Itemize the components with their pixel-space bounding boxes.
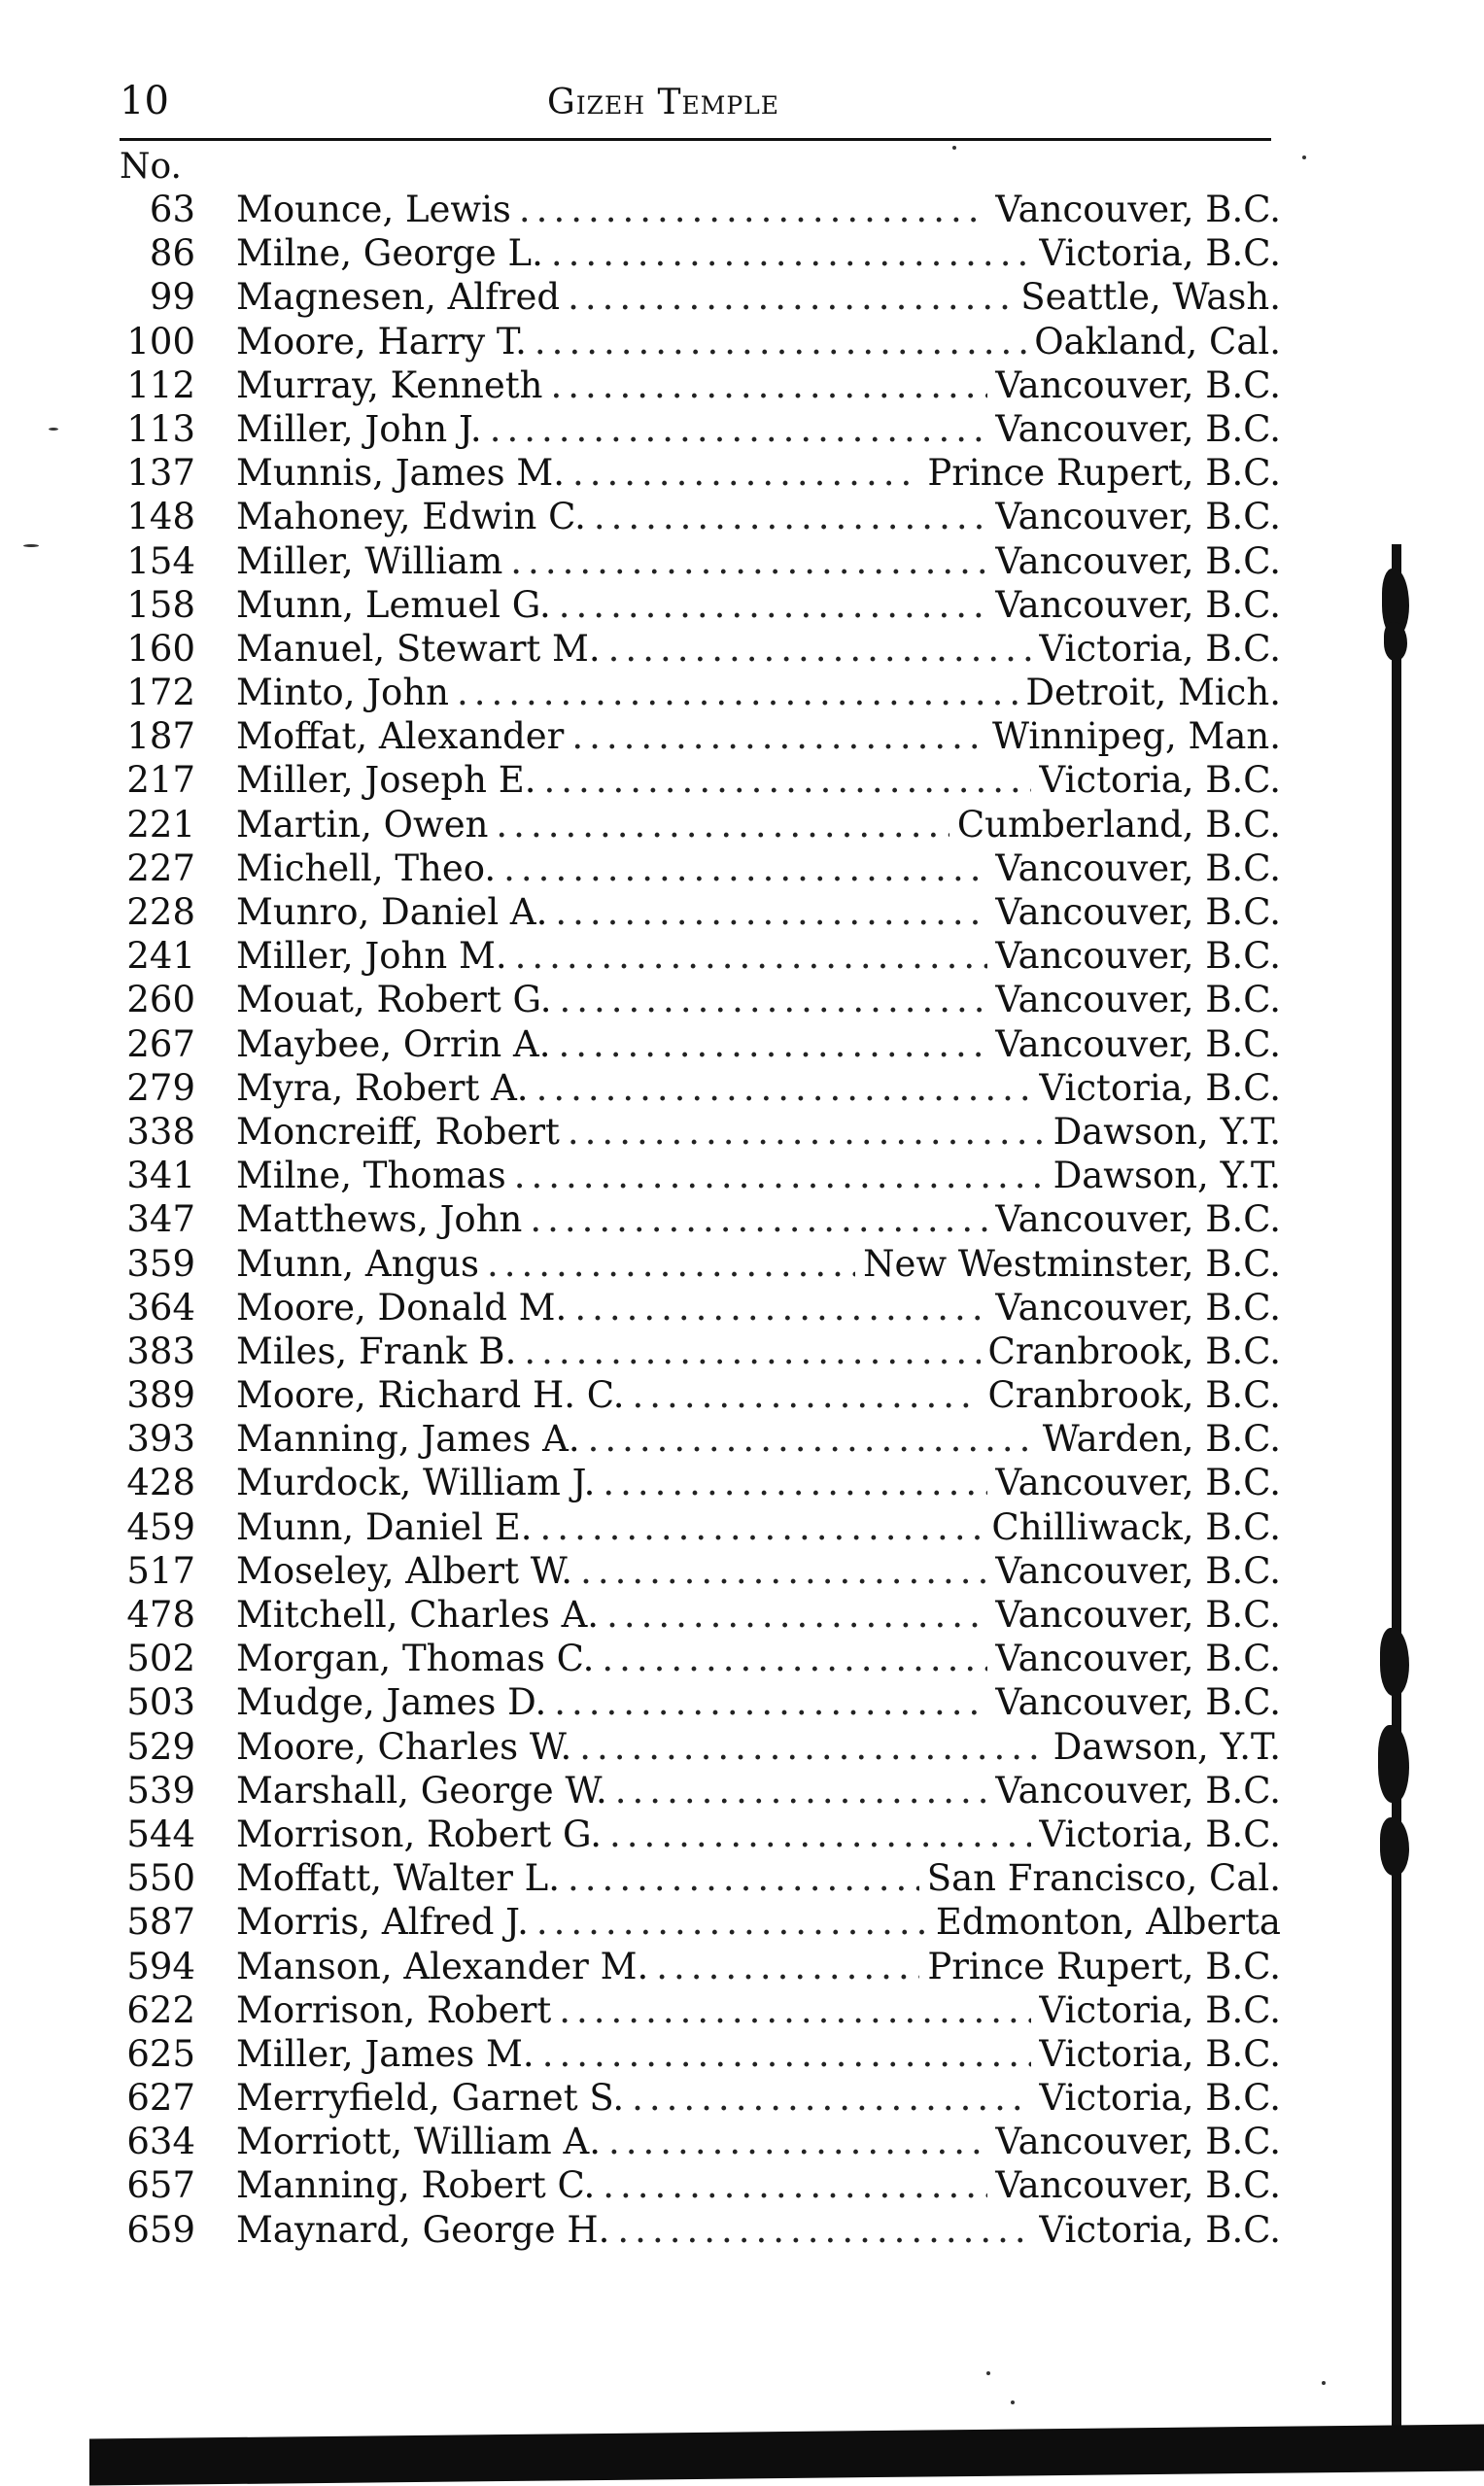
member-place: Vancouver, B.C. (995, 363, 1281, 406)
member-name: Martin, Owen (236, 803, 489, 846)
member-number: 227 (126, 846, 195, 889)
member-name: Moore, Charles W. (236, 1725, 572, 1768)
member-number: 657 (126, 2164, 195, 2207)
member-place: Victoria, B.C. (1039, 1988, 1281, 2031)
member-place: Cranbrook, B.C. (987, 1374, 1281, 1417)
member-name: Maynard, George H. (236, 2208, 610, 2251)
member-number: 86 (149, 232, 195, 275)
dot-leader (603, 2163, 987, 2207)
page-number: 10 (120, 79, 169, 123)
member-row (120, 363, 1281, 407)
member-place: San Francisco, Cal. (926, 1857, 1281, 1900)
member-name: Munro, Daniel A. (236, 891, 548, 933)
member-number: 622 (126, 1988, 195, 2031)
dot-leader (558, 1022, 987, 1066)
dot-leader (550, 363, 987, 407)
page-title: Gizeh Temple (547, 83, 780, 122)
member-name: Moncreiff, Robert (236, 1110, 560, 1153)
member-number: 113 (126, 407, 195, 450)
member-row (120, 2076, 1281, 2120)
dot-leader (615, 1769, 988, 1813)
member-name: Munn, Lemuel G. (236, 583, 551, 626)
member-row (120, 539, 1281, 583)
member-place: Vancouver, B.C. (995, 1462, 1281, 1504)
member-number: 517 (126, 1549, 195, 1592)
dot-leader (602, 1637, 987, 1680)
member-place: Prince Rupert, B.C. (927, 452, 1281, 495)
speck (1011, 2400, 1015, 2404)
member-place: Cranbrook, B.C. (987, 1329, 1281, 1372)
member-row (120, 407, 1281, 451)
member-place: Vancouver, B.C. (995, 539, 1281, 582)
member-number: 172 (126, 672, 195, 714)
member-number: 187 (126, 715, 195, 758)
member-name: Moore, Richard H. C. (236, 1374, 625, 1417)
dot-leader (559, 978, 987, 1021)
member-number: 338 (126, 1110, 195, 1153)
member-place: Detroit, Mich. (1025, 672, 1281, 714)
member-row (120, 1637, 1281, 1680)
member-place: Vancouver, B.C. (995, 1769, 1281, 1812)
dot-leader (514, 1154, 1046, 1197)
member-name: Merryfield, Garnet S. (236, 2077, 625, 2120)
speck (986, 2371, 990, 2375)
member-row (120, 1154, 1281, 1197)
member-row (120, 1900, 1281, 1944)
member-row (120, 1769, 1281, 1813)
dot-leader (551, 231, 1032, 275)
member-row (120, 275, 1281, 319)
dot-leader (632, 2076, 1031, 2120)
member-row (120, 1242, 1281, 1286)
member-number: 364 (126, 1286, 195, 1329)
member-number: 659 (126, 2208, 195, 2251)
member-name: Moffatt, Walter L. (236, 1857, 561, 1900)
dot-leader (503, 846, 987, 890)
speck (1302, 155, 1306, 159)
member-place: Dawson, Y.T. (1053, 1725, 1281, 1768)
member-row (120, 671, 1281, 714)
member-place: Vancouver, B.C. (995, 979, 1281, 1021)
dot-leader (568, 275, 1013, 319)
member-row (120, 495, 1281, 538)
member-number: 241 (126, 935, 195, 978)
member-name: Milne, George L. (236, 232, 543, 275)
dot-leader (656, 1945, 919, 1988)
member-place: Victoria, B.C. (1039, 2208, 1281, 2251)
member-place: Vancouver, B.C. (995, 935, 1281, 978)
dot-leader (536, 1900, 928, 1944)
member-number: 478 (126, 1594, 195, 1636)
member-name: Munn, Daniel E. (236, 1505, 533, 1548)
member-place: Victoria, B.C. (1039, 759, 1281, 802)
dot-leader (588, 1417, 1035, 1461)
member-place: Victoria, B.C. (1039, 1813, 1281, 1855)
member-place: Winnipeg, Man. (991, 715, 1281, 758)
dot-leader (555, 890, 987, 934)
member-number: 587 (126, 1901, 195, 1944)
member-row (120, 2032, 1281, 2076)
member-place: Vancouver, B.C. (995, 2121, 1281, 2163)
member-place: Vancouver, B.C. (995, 846, 1281, 889)
member-place: Vancouver, B.C. (995, 891, 1281, 933)
member-number: 221 (126, 803, 195, 846)
member-place: Vancouver, B.C. (995, 1286, 1281, 1329)
member-row (120, 934, 1281, 978)
dot-leader (572, 451, 919, 495)
dot-leader (524, 1329, 980, 1373)
dot-leader (487, 1242, 855, 1286)
member-row (120, 1813, 1281, 1856)
dot-leader (536, 1066, 1032, 1110)
dot-leader (574, 1286, 987, 1329)
member-name: Murdock, William J. (236, 1462, 596, 1504)
member-row (120, 714, 1281, 758)
ink-blot (1380, 1817, 1409, 1876)
member-roster (120, 188, 1281, 2252)
member-name: Murray, Kenneth (236, 363, 543, 406)
member-place: Vancouver, B.C. (995, 1198, 1281, 1241)
member-place: Vancouver, B.C. (995, 189, 1281, 230)
member-place: Dawson, Y.T. (1053, 1155, 1281, 1197)
member-place: Victoria, B.C. (1039, 1066, 1281, 1109)
ink-blot (1384, 622, 1407, 661)
bottom-shadow-bar (89, 2424, 1484, 2485)
member-number: 544 (126, 1813, 195, 1855)
member-name: Marshall, George W. (236, 1769, 607, 1812)
member-row (120, 2120, 1281, 2163)
member-number: 148 (126, 496, 195, 538)
dot-leader (519, 188, 987, 231)
member-row (120, 846, 1281, 890)
dot-leader (608, 627, 1032, 671)
member-name: Miller, Joseph E. (236, 759, 536, 802)
member-number: 160 (126, 627, 195, 670)
member-number: 99 (149, 276, 195, 319)
member-number: 100 (126, 320, 195, 363)
member-number: 428 (126, 1462, 195, 1504)
member-name: Morgan, Thomas C. (236, 1638, 595, 1680)
member-number: 393 (126, 1418, 195, 1461)
member-name: Manuel, Stewart M. (236, 627, 601, 670)
member-number: 279 (126, 1066, 195, 1109)
member-name: Magnesen, Alfred (236, 276, 561, 319)
speck (1322, 2381, 1326, 2385)
member-number: 389 (126, 1374, 195, 1417)
member-name: Moore, Harry T. (236, 320, 527, 363)
member-place: Cumberland, B.C. (956, 803, 1281, 846)
speck (49, 428, 58, 431)
dot-leader (535, 320, 1026, 363)
member-number: 260 (126, 979, 195, 1021)
member-row (120, 1593, 1281, 1637)
member-number: 217 (126, 759, 195, 802)
member-row (120, 1197, 1281, 1241)
member-row (120, 1680, 1281, 1724)
member-place: Vancouver, B.C. (995, 496, 1281, 538)
member-place: Seattle, Wash. (1020, 276, 1281, 319)
dot-leader (530, 1197, 987, 1241)
page-header (120, 76, 1286, 132)
dot-leader (515, 934, 988, 978)
member-number: 137 (126, 452, 195, 495)
member-row (120, 1373, 1281, 1417)
dot-leader (633, 1373, 981, 1417)
member-name: Mitchell, Charles A. (236, 1594, 600, 1636)
member-place: New Westminster, B.C. (863, 1242, 1281, 1285)
member-row (120, 1856, 1281, 1900)
member-row (120, 320, 1281, 363)
member-number: 154 (126, 539, 195, 582)
member-number: 634 (126, 2121, 195, 2163)
member-row (120, 1988, 1281, 2032)
dot-leader (559, 583, 988, 627)
member-place: Vancouver, B.C. (995, 1549, 1281, 1592)
member-name: Moseley, Albert W. (236, 1549, 573, 1592)
binding-edge (1392, 544, 1401, 2449)
member-place: Vancouver, B.C. (995, 583, 1281, 626)
dot-leader (568, 1110, 1046, 1154)
member-place: Vancouver, B.C. (995, 1681, 1281, 1724)
member-place: Edmonton, Alberta (935, 1901, 1281, 1944)
member-number: 112 (126, 363, 195, 406)
member-number: 383 (126, 1329, 195, 1372)
member-place: Chilliwack, B.C. (991, 1505, 1281, 1548)
ink-blot (1380, 1628, 1409, 1696)
dot-leader (540, 1505, 984, 1549)
member-name: Mudge, James D. (236, 1681, 547, 1724)
member-row (120, 1329, 1281, 1373)
header-rule (120, 138, 1271, 141)
member-name: Moffat, Alexander (236, 715, 565, 758)
member-number: 63 (149, 189, 195, 230)
member-name: Munn, Angus (236, 1242, 479, 1285)
member-number: 539 (126, 1769, 195, 1812)
member-name: Miller, John J. (236, 407, 482, 450)
ink-blot (1378, 1725, 1409, 1803)
member-name: Matthews, John (236, 1198, 523, 1241)
member-place: Warden, B.C. (1042, 1418, 1281, 1461)
member-number: 341 (126, 1155, 195, 1197)
dot-leader (617, 2208, 1031, 2252)
member-row (120, 1461, 1281, 1504)
member-row (120, 978, 1281, 1021)
member-number: 594 (126, 1945, 195, 1987)
member-name: Manning, Robert C. (236, 2164, 596, 2207)
member-place: Victoria, B.C. (1039, 232, 1281, 275)
member-place: Victoria, B.C. (1039, 2077, 1281, 2120)
member-row (120, 1286, 1281, 1329)
member-place: Vancouver, B.C. (995, 1638, 1281, 1680)
member-number: 359 (126, 1242, 195, 1285)
member-row (120, 1945, 1281, 1988)
member-name: Morrison, Robert G. (236, 1813, 603, 1855)
member-number: 627 (126, 2077, 195, 2120)
speck (23, 544, 39, 547)
member-name: Manning, James A. (236, 1418, 580, 1461)
member-row (120, 231, 1281, 275)
member-row (120, 188, 1281, 231)
dot-leader (542, 2032, 1032, 2076)
member-row (120, 2163, 1281, 2207)
member-row (120, 451, 1281, 495)
dot-leader (568, 1856, 919, 1900)
dot-leader (543, 758, 1031, 802)
member-row (120, 1110, 1281, 1154)
member-name: Miller, James M. (236, 2032, 535, 2075)
member-name: Minto, John (236, 672, 449, 714)
member-number: 459 (126, 1505, 195, 1548)
member-name: Mahoney, Edwin C. (236, 496, 586, 538)
member-row (120, 627, 1281, 671)
member-name: Miller, John M. (236, 935, 507, 978)
member-row (120, 890, 1281, 934)
member-row (120, 583, 1281, 627)
member-number: 347 (126, 1198, 195, 1241)
member-row (120, 1725, 1281, 1769)
dot-leader (608, 2120, 987, 2163)
member-number: 503 (126, 1681, 195, 1724)
member-name: Maybee, Orrin A. (236, 1022, 551, 1065)
dot-leader (554, 1680, 987, 1724)
member-row (120, 1417, 1281, 1461)
dot-leader (580, 1549, 987, 1593)
member-place: Victoria, B.C. (1039, 2032, 1281, 2075)
number-column-label: No. (120, 147, 182, 187)
member-number: 625 (126, 2032, 195, 2075)
dot-leader (510, 539, 987, 583)
dot-leader (496, 803, 949, 846)
member-number: 158 (126, 583, 195, 626)
member-name: Morrison, Robert (236, 1988, 552, 2031)
member-name: Miles, Frank B. (236, 1329, 517, 1372)
member-name: Mounce, Lewis (236, 189, 511, 230)
member-place: Vancouver, B.C. (995, 2164, 1281, 2207)
member-row (120, 1066, 1281, 1110)
member-place: Prince Rupert, B.C. (927, 1945, 1281, 1987)
member-number: 529 (126, 1725, 195, 1768)
member-place: Dawson, Y.T. (1053, 1110, 1281, 1153)
member-name: Munnis, James M. (236, 452, 565, 495)
dot-leader (571, 714, 984, 758)
dot-leader (457, 671, 1018, 714)
member-row (120, 1505, 1281, 1549)
dot-leader (594, 495, 987, 538)
member-name: Milne, Thomas (236, 1155, 506, 1197)
member-number: 228 (126, 891, 195, 933)
member-number: 502 (126, 1638, 195, 1680)
member-name: Manson, Alexander M. (236, 1945, 649, 1987)
member-row (120, 2208, 1281, 2252)
member-place: Vancouver, B.C. (995, 1594, 1281, 1636)
member-row (120, 803, 1281, 846)
dot-leader (606, 1593, 987, 1637)
member-name: Morris, Alfred J. (236, 1901, 529, 1944)
member-row (120, 1549, 1281, 1593)
dot-leader (603, 1461, 987, 1504)
dot-leader (609, 1813, 1031, 1856)
member-name: Mouat, Robert G. (236, 979, 552, 1021)
speck (952, 146, 956, 150)
dot-leader (490, 407, 988, 451)
member-name: Miller, William (236, 539, 503, 582)
member-name: Myra, Robert A. (236, 1066, 529, 1109)
member-place: Vancouver, B.C. (995, 1022, 1281, 1065)
member-number: 267 (126, 1022, 195, 1065)
member-name: Moore, Donald M. (236, 1286, 568, 1329)
dot-leader (559, 1988, 1031, 2032)
member-name: Michell, Theo. (236, 846, 497, 889)
member-place: Victoria, B.C. (1039, 627, 1281, 670)
member-row (120, 1022, 1281, 1066)
dot-leader (579, 1725, 1045, 1769)
member-row (120, 758, 1281, 802)
member-name: Morriott, William A. (236, 2121, 602, 2163)
member-place: Oakland, Cal. (1034, 320, 1281, 363)
member-place: Vancouver, B.C. (995, 407, 1281, 450)
member-number: 550 (126, 1857, 195, 1900)
